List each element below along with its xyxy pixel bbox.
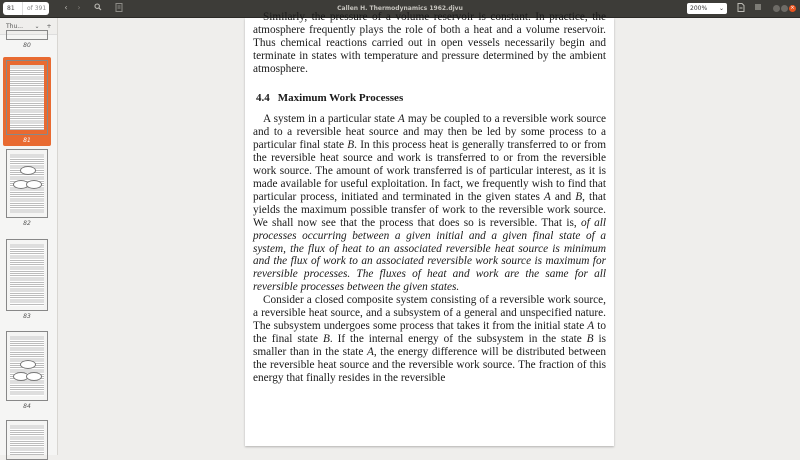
thumbnail-label: 83 [23,313,31,320]
thumbnail-page-80[interactable] [4,30,50,49]
text-run: A system in a particular state [263,113,398,126]
page-number-entry[interactable] [3,2,49,15]
text-run: . If the internal energy of the subsystem in the state [329,332,587,345]
variable-b: B [586,332,594,345]
thumbnail-diagram [20,166,36,175]
thumbnail-image [6,149,48,218]
thumbnail-label: 84 [23,403,31,410]
text-run: to the final state [253,319,606,345]
thumbnail-image [6,60,48,135]
chevron-right-icon[interactable]: › [77,3,81,12]
document-page [245,11,614,446]
zoom-select[interactable] [687,3,727,14]
paragraph-top: Similarly, the pressure of a volume reservoir is constant. In practice, the atmosphere frequently plays the role of both a heat and a volume reservoir. Thus chemical reactions carried out in open vessels necessarily begin and terminate in states with temperature and pressure determined by the ambient atmosphere. [253,11,606,75]
sidebar-view-selector[interactable]: Thu... [6,22,23,30]
thumbnail-page-82[interactable] [4,149,50,227]
thumbnail-page-85[interactable] [4,420,50,460]
search-icon[interactable] [93,3,103,14]
total-pages-label: of 391 [27,5,47,12]
text-run: , the energy difference will be distributed between the reversible heat source and the reversible work source. The fraction of this energy that finally resides in the reversible [253,345,606,384]
current-page-input[interactable]: 81 [3,2,23,15]
thumbnail-page-84[interactable] [4,331,50,410]
thumbnail-label: 80 [23,42,31,49]
text-run: and [550,190,576,203]
thumbnail-diagram [26,180,42,189]
add-icon[interactable]: + [46,22,52,30]
text-run: , that yields the maximum possible transfer of work to the reversible work source. We shall now see that the process that does so is reversible. That is, [253,190,606,229]
text-run: Consider a closed composite system consisting of a reversible work source, a reversible heat source, and a subsystem of a general and unspecified nature. The subsystem undergoes some process that takes it from the initial state [253,294,606,332]
section-heading [253,92,606,105]
text-run: may be coupled to a reversible work source and to a reversible heat source and may then be led by some process to a particular final state [253,113,606,152]
annotate-icon[interactable] [114,3,124,15]
variable-a: A [543,190,551,203]
text-run: is smaller than in the state [253,332,607,358]
zoom-level: 200% [690,5,708,12]
minimize-icon[interactable] [773,5,780,12]
variable-b: B [575,190,583,203]
thumbnail-diagram [26,372,42,381]
text-run: . In this process heat is generally transferred to or from the reversible heat source and work is transferred to or from the reversible work source. The amount of work transferred is of particular interest, as it is made available for useful exploitation. In fact, we frequently wish to find that particular process, initiated and terminated in the given states [253,139,606,203]
variable-b: B [347,139,355,152]
thumbnail-image [6,420,48,460]
thumbnail-image [6,30,48,40]
thumbnail-image [6,239,48,311]
thumbnail-label: 82 [23,220,31,227]
thumbnail-diagram [20,360,36,369]
thumbnail-sidebar [0,18,58,455]
variable-a: A [587,319,595,332]
thumbnail-image [6,331,48,401]
menu-icon[interactable] [753,3,763,14]
document-text [253,11,606,384]
maximize-icon[interactable] [781,5,788,12]
chevron-down-icon: ⌄ [718,5,724,12]
window-title: Callen H. Thermodynamics 1962.djvu [337,5,463,12]
thumbnail-label: 81 [23,137,31,144]
variable-a: A [397,113,405,126]
variable-b: B [322,332,330,345]
section-number: 4.4 [256,91,270,104]
close-icon[interactable]: × [790,5,795,11]
chevron-down-icon[interactable]: ⌄ [34,22,40,30]
document-properties-icon[interactable] [736,3,746,15]
thumbnail-page-83[interactable] [4,239,50,320]
paragraph-2 [253,294,606,384]
section-title: Maximum Work Processes [277,91,404,104]
paragraph-1 [253,113,606,294]
chevron-left-icon[interactable]: ‹ [64,3,68,12]
thumbnail-page-81[interactable] [3,57,51,146]
variable-a: A [366,345,374,358]
italic-statement: of all processes occurring between a given initial and a given final state of a system, the flux of heat to an associated reversible heat source is minimum and the flux of work to an associated reversible work source is maximum for reversible processes. The fluxes of heat and work are the same for all reversible processes between the given states. [253,216,606,294]
